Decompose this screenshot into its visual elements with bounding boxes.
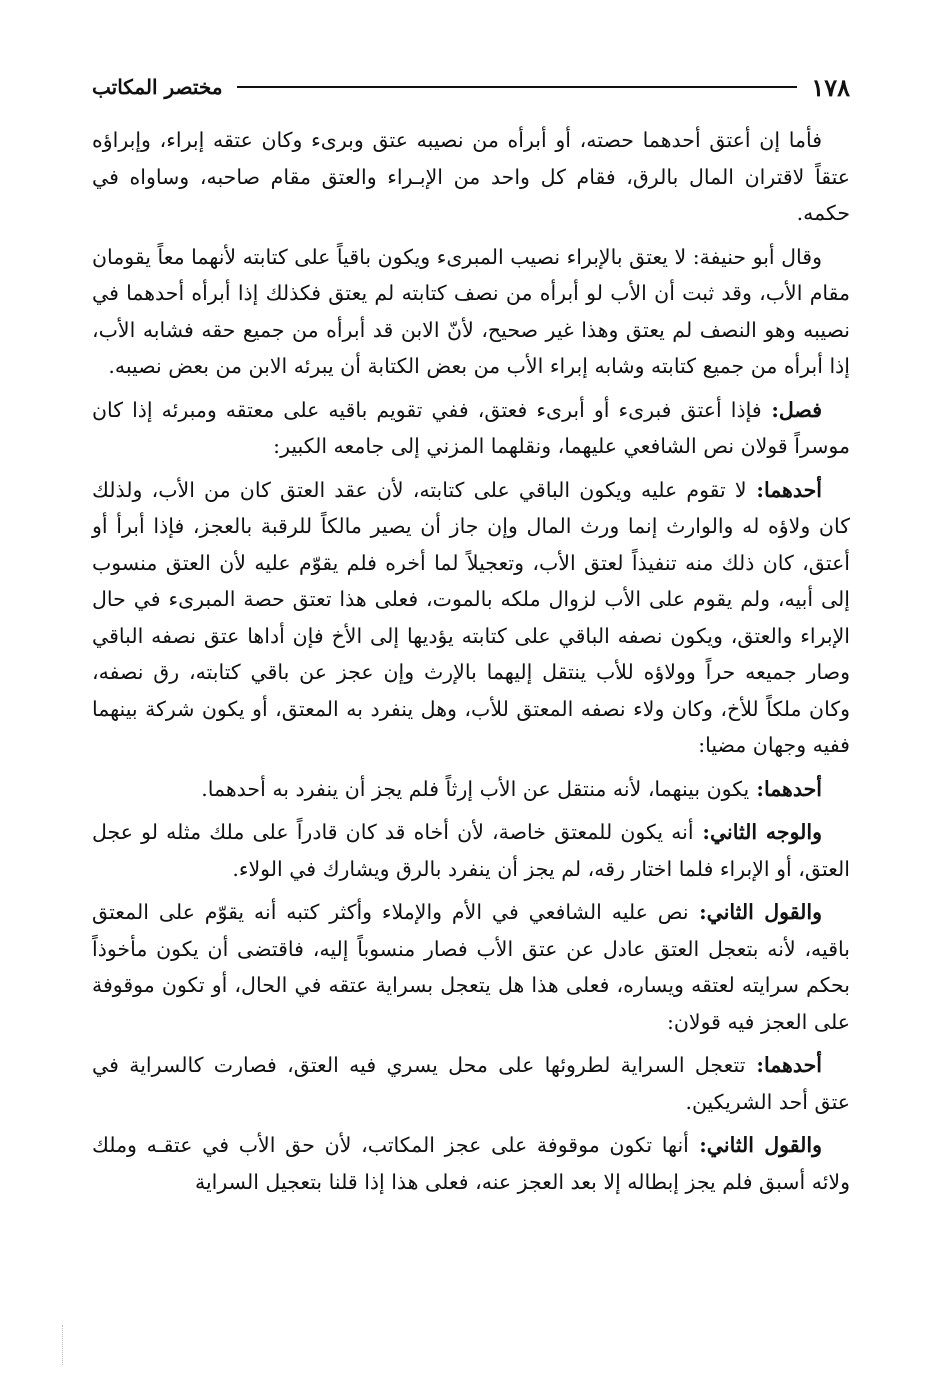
paragraph-lead: أحدهما: <box>745 1053 822 1077</box>
body-text <box>92 122 850 1200</box>
paragraph <box>92 894 850 1040</box>
paragraph-lead: فصل: <box>761 397 822 422</box>
paragraph-lead: والقول الثاني: <box>688 900 822 924</box>
paragraph-text: لا تقوم عليه ويكون الباقي على كتابته، لأن عقد العتق كان من الأب، ولذلك كان ولاؤه له والوارث إنما ورث المال وإن جاز أن يصير مالكاً للرقبة بالعجز، فإذا أبرأ أو أعتق، كان ذلك منه تنفيذاً لعتق الأب، وتعجيلاً لما أخره فلم يقوّم عليه لأن العتق منسوب إلى أبيه، ولم يقوم على الأب لزوال ملكه بالموت، فعلى هذا تعتق حصة المبرىء في حال الإبراء والعتق، ويكون نصفه الباقي على كتابته يؤديها إلى الأخ فإن أداها عتق نصفه الباقي وصار جميعه حراً وولاؤه للأب ينتقل إليهما بالإرث وإن عجز عن باقي كتابته، رق نصفه، وكان ملكاً للأخ، وكان ولاء نصفه المعتق للأب، وهل ينفرد به المعتق، أو يكون شركة بينهما ففيه وجهان مضيا: <box>92 477 850 757</box>
paragraph-text: تتعجل السراية لطروئها على محل يسري فيه العتق، فصارت كالسراية في عتق أحد الشريكين. <box>92 1053 850 1114</box>
page-header <box>92 70 850 104</box>
page-number: ١٧٨ <box>811 72 850 102</box>
paragraph <box>92 472 850 764</box>
header-rule <box>237 86 798 88</box>
paragraph-text: أنها تكون موقوفة على عجز المكاتب، لأن حق الأب في عتقـه وملك ولائه أسبق فلم يجز إبطاله إلا بعد العجز عنه، فعلى هذا إذا قلنا بتعجيل السراية <box>92 1133 850 1194</box>
paragraph-lead: أحدهما: <box>746 477 822 502</box>
paragraph-text: يكون بينهما، لأنه منتقل عن الأب إرثاً فلم يجز أن ينفرد به أحدهما. <box>201 776 750 801</box>
paragraph <box>92 1127 850 1200</box>
paragraph <box>92 122 850 232</box>
paragraph <box>92 239 850 385</box>
paragraph-lead: أحدهما: <box>749 776 822 801</box>
scan-margin-mark <box>62 1325 65 1365</box>
paragraph-text: وقال أبو حنيفة: لا يعتق بالإبراء نصيب المبرىء ويكون باقياً على كتابته لأنهما معاً يقومان مقام الأب، وقد ثبت أن الأب لو أبرأه من نصف كتابته لم يعتق فكذلك إذا أبرأه أحدهما في نصيبه وهو النصف لم يعتق وهذا غير صحيح، لأنّ الابن قد أبرأه من جميع حقه فشابه الأب، إذا أبرأه من جميع كتابته وشابه إبراء الأب من بعض الكتابة أن يبرئه الابن من بعض نصيبه. <box>92 244 850 378</box>
paragraph-text: أنه يكون للمعتق خاصة، لأن أخاه قد كان قادراً على ملك مثله لو عجل العتق، أو الإبراء فلما اختار رقه، لم يجز أن ينفرد بالرق ويشارك في الولاء. <box>92 820 850 881</box>
paragraph-text: فأما إن أعتق أحدهما حصته، أو أبرأه من نصيبه عتق وبرىء وكان عتقه إبراء، وإبراؤه عتقاً لاقتران المال بالرق، فقام كل واحد من الإبـراء والعتق مقام صاحبه، وساواه في حكمه. <box>92 128 850 225</box>
paragraph <box>92 392 850 465</box>
paragraph <box>92 771 850 808</box>
paragraph-text: فإذا أعتق فبرىء أو أبرىء فعتق، ففي تقويم باقيه على معتقه ومبرئه إذا كان موسراً قولان نص الشافعي عليهما، ونقلهما المزني إلى جامعه الكبير: <box>92 397 850 458</box>
paragraph <box>92 1047 850 1120</box>
running-title: مختصر المكاتب <box>92 75 223 99</box>
paragraph <box>92 814 850 887</box>
paragraph-lead: والقول الثاني: <box>688 1133 822 1157</box>
book-page <box>92 70 850 1360</box>
paragraph-lead: والوجه الثاني: <box>693 820 822 844</box>
paragraph-text: نص عليه الشافعي في الأم والإملاء وأكثر كتبه أنه يقوّم على المعتق باقيه، لأنه بتعجل العتق عادل عن عتق الأب فصار منسوباً إليه، فاقتضى أن يكون مأخوذاً بحكم سرايته لعتقه ويساره، فعلى هذا هل يتعجل بسراية عتقه في الحال، أو تكون موقوفة على العجز فيه قولان: <box>92 900 850 1034</box>
